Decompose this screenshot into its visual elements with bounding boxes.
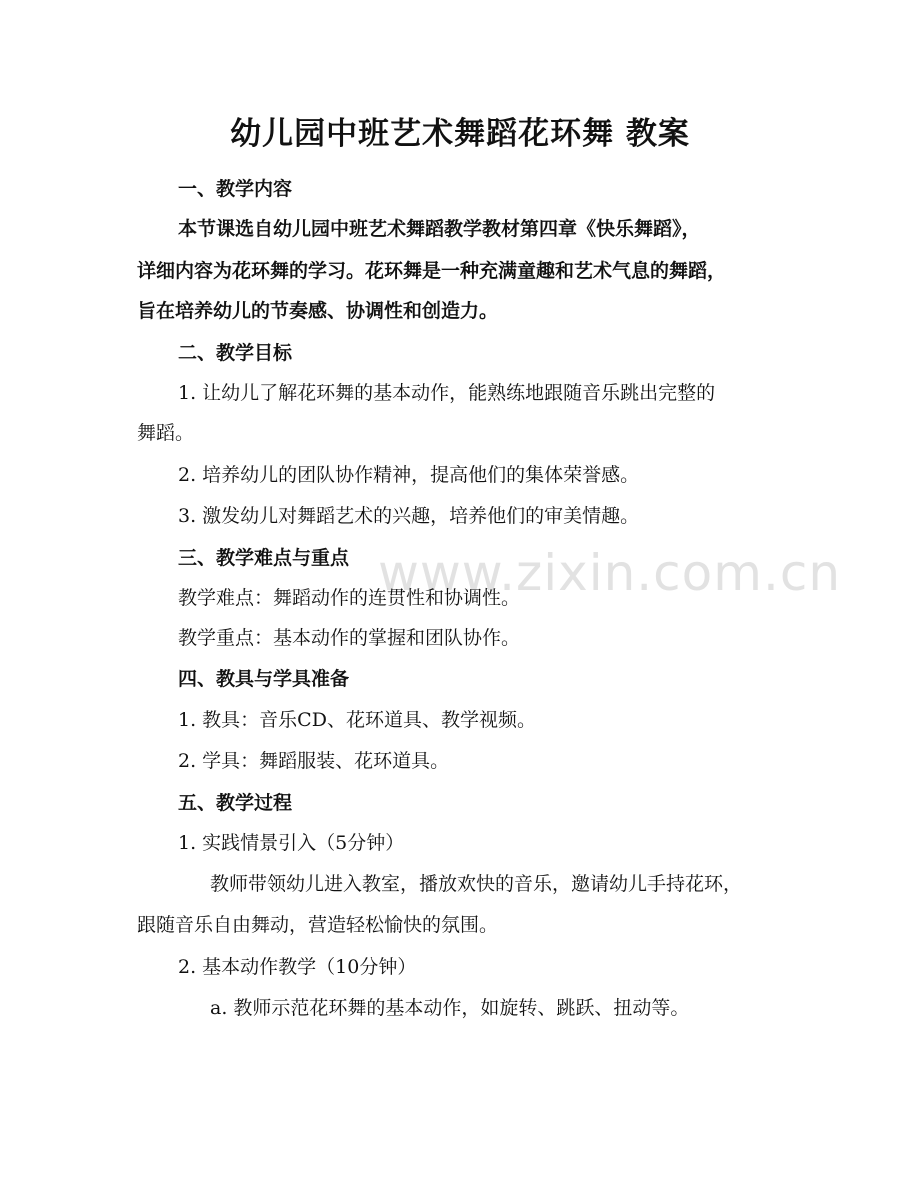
section-heading-goals: 二、教学目标 [178,342,293,364]
goal-item-continued: 舞蹈。 [137,422,195,444]
content-paragraph-line: 本节课选自幼儿园中班艺术舞蹈教学教材第四章《快乐舞蹈》， [178,218,701,240]
content-paragraph-line: 详细内容为花环舞的学习。花环舞是一种充满童趣和艺术气息的舞蹈， [137,260,727,282]
section-heading-difficulty: 三、教学难点与重点 [178,547,350,569]
material-item: 2. 学具：舞蹈服装、花环道具。 [178,750,450,772]
section-heading-materials: 四、教具与学具准备 [178,668,350,690]
process-step-paragraph: 跟随音乐自由舞动，营造轻松愉快的氛围。 [137,914,499,936]
section-heading-process: 五、教学过程 [178,792,293,814]
content-paragraph-line: 旨在培养幼儿的节奏感、协调性和创造力。 [137,300,499,322]
key-point-item: 教学重点：基本动作的掌握和团队协作。 [178,627,521,649]
process-step: 1. 实践情景引入（5分钟） [178,832,405,854]
process-substep: a. 教师示范花环舞的基本动作，如旋转、跳跃、扭动等。 [210,997,690,1019]
document-title: 幼儿园中班艺术舞蹈花环舞 教案 [230,116,690,152]
process-step: 2. 基本动作教学（10分钟） [178,956,417,978]
difficulty-item: 教学难点：舞蹈动作的连贯性和协调性。 [178,587,521,609]
watermark: www.zixin.com.cn [378,544,842,602]
goal-item: 3. 激发幼儿对舞蹈艺术的兴趣，培养他们的审美情趣。 [178,505,640,527]
goal-item: 2. 培养幼儿的团队协作精神，提高他们的集体荣誉感。 [178,464,640,486]
process-step-paragraph: 教师带领幼儿进入教室，播放欢快的音乐，邀请幼儿手持花环， [210,873,743,895]
goal-item: 1. 让幼儿了解花环舞的基本动作，能熟练地跟随音乐跳出完整的 [178,382,716,404]
material-item: 1. 教具：音乐CD、花环道具、教学视频。 [178,709,536,731]
section-heading-content: 一、教学内容 [178,178,293,200]
